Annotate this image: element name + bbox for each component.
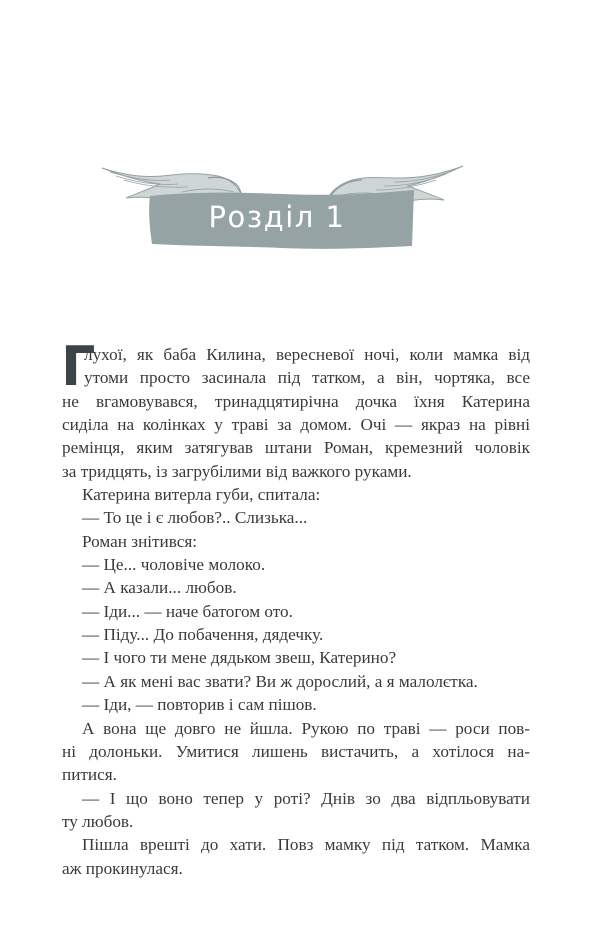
chapter-body-text bbox=[61, 335, 530, 880]
text-line: ту любов. bbox=[62, 811, 134, 831]
text-line: лухої, як баба Килина, вересневої ночі, коли мамка від bbox=[84, 345, 530, 364]
dialogue-line: — А як мені вас звати? Ви ж дорослий, а я малолєтка. bbox=[82, 671, 478, 691]
chapter-banner bbox=[100, 160, 465, 250]
text-line: А вона ще довго не йшла. Рукою по траві — роси пов- bbox=[82, 718, 530, 738]
dialogue-line: — Іди, — повторив і сам пішов. bbox=[82, 695, 317, 715]
dialogue-line: — То це і є любов?.. Слизька... bbox=[82, 508, 308, 528]
text-line: сиділа на колінках у траві за домом. Очі — якраз на рівні bbox=[62, 415, 530, 435]
text-line: Катерина витерла губи, спитала: bbox=[82, 485, 321, 505]
chapter-title: Розділ 1 bbox=[208, 200, 346, 234]
text-line: Роман знітився: bbox=[82, 531, 198, 551]
text-line: аж прокинулася. bbox=[62, 858, 183, 878]
dialogue-line: — Іди... — наче батогом ото. bbox=[82, 601, 293, 621]
text-line: ні долоньки. Умитися лишень вистачить, а хотілося на- bbox=[62, 741, 530, 761]
text-line: не вгамовувався, тринадцятирічна дочка їхня Катерина bbox=[62, 391, 530, 411]
dialogue-line: — І чого ти мене дядьком звеш, Катерино? bbox=[82, 648, 397, 668]
text-line: питися. bbox=[62, 765, 117, 785]
dialogue-line: — Це... чоловіче молоко. bbox=[82, 555, 266, 575]
text-line: утоми просто засинала під татком, а він, чортяка, все bbox=[84, 368, 530, 388]
dialogue-line: — А казали... любов. bbox=[82, 578, 237, 598]
drop-cap-letter: Г bbox=[61, 335, 96, 398]
dialogue-line: — І що воно тепер у роті? Днів зо два відпльовувати bbox=[82, 788, 530, 808]
text-line: за тридцять, із загрубілими від важкого руками. bbox=[62, 461, 412, 481]
dialogue-line: — Піду... До побачення, дядечку. bbox=[82, 625, 324, 645]
text-line: Пішла врешті до хати. Повз мамку під татком. Мамка bbox=[82, 835, 530, 855]
text-line: ремінця, яким затягував штани Роман, кремезний чоловік bbox=[62, 438, 530, 458]
